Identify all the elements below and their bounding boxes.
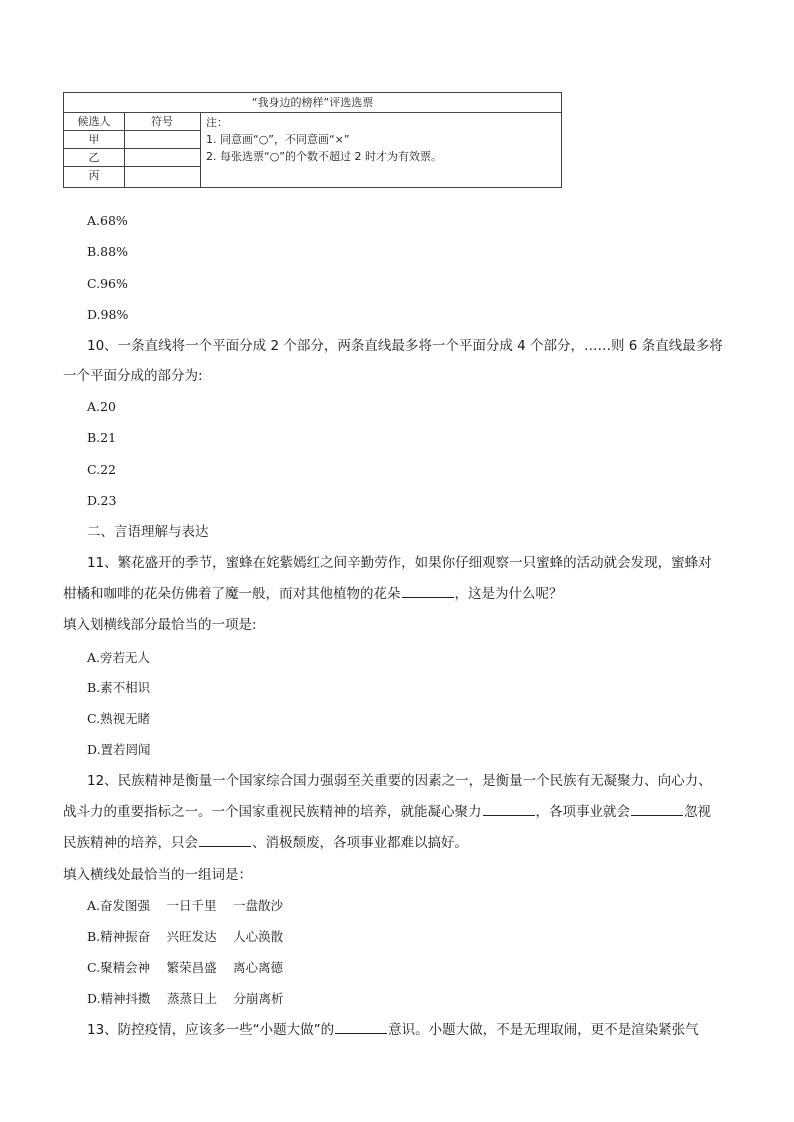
q13-stem-line1 bbox=[87, 1021, 699, 1039]
q12-text-a: 战斗力的重要指标之一。一个国家重视民族精神的培养，就能凝心聚力 bbox=[63, 804, 482, 820]
section-heading: 二、言语理解与表达 bbox=[87, 524, 209, 540]
q12-option-b: B.精神振奋 兴旺发达 人心涣散 bbox=[87, 929, 284, 944]
q10-option-c: C.22 bbox=[87, 462, 116, 477]
q10-option-b: B.21 bbox=[87, 430, 117, 445]
ballot-title: “我身边的榜样”评选选票 bbox=[64, 93, 561, 113]
q11-stem-line2 bbox=[63, 585, 563, 603]
symbol-cell bbox=[124, 149, 200, 167]
note-2: 2. 每张选票“○”的个数不超过 2 时才为有效票。 bbox=[206, 150, 442, 163]
q11-option-a: A.旁若无人 bbox=[87, 650, 151, 665]
q13-text-b: 意识。小题大做，不是无理取闹，更不是渲染紧张气 bbox=[388, 1022, 699, 1038]
symbol-cell bbox=[124, 167, 200, 187]
note-1: 1. 同意画“○”，不同意画“×” bbox=[206, 133, 350, 146]
symbol-column bbox=[124, 113, 201, 187]
q10-stem-line2: 一个平面分成的部分为: bbox=[63, 368, 203, 384]
ballot-table bbox=[63, 92, 562, 188]
q12-stem-line3 bbox=[63, 834, 468, 852]
q12-stem-line2 bbox=[63, 803, 711, 821]
q11-option-c: C.熟视无睹 bbox=[87, 711, 151, 726]
q11-option-d: D.置若罔闻 bbox=[87, 742, 151, 757]
q10-stem-line1: 10、一条直线将一个平面分成 2 个部分，两条直线最多将一个平面分成 4 个部分，……则 6 条直线最多将 bbox=[87, 338, 723, 354]
fill-blank bbox=[483, 803, 535, 816]
q11-option-b: B.素不相识 bbox=[87, 680, 151, 695]
candidate-cell: 乙 bbox=[64, 149, 124, 167]
candidate-header: 候选人 bbox=[64, 113, 124, 131]
q11-text-b: ，这是为什么呢？ bbox=[454, 586, 563, 602]
q12-option-c: C.聚精会神 繁荣昌盛 离心离德 bbox=[87, 960, 284, 975]
q11-text-a: 柑橘和咖啡的花朵仿佛着了魔一般，而对其他植物的花朵 bbox=[63, 586, 401, 602]
q9-option-b: B.88% bbox=[87, 244, 128, 259]
q9-option-a: A.68% bbox=[87, 213, 128, 228]
q9-option-d: D.98% bbox=[87, 307, 129, 322]
symbol-cell bbox=[124, 131, 200, 149]
q9-option-c: C.96% bbox=[87, 276, 128, 291]
q13-text-a: 13、防控疫情，应该多一些“小题大做”的 bbox=[87, 1022, 335, 1038]
symbol-header: 符号 bbox=[124, 113, 200, 131]
q12-text-b: ，各项事业就会 bbox=[535, 804, 630, 820]
q12-option-d: D.精神抖擞 蒸蒸日上 分崩离析 bbox=[87, 991, 284, 1006]
fill-blank bbox=[335, 1021, 387, 1034]
q12-text-e: 、消极颓废，各项事业都难以搞好。 bbox=[252, 835, 468, 851]
candidate-cell: 丙 bbox=[88, 169, 100, 182]
q11-prompt: 填入划横线部分最恰当的一项是: bbox=[63, 617, 257, 633]
note-label: 注： bbox=[206, 116, 228, 129]
q12-prompt: 填入横线处最恰当的一组词是： bbox=[63, 867, 252, 883]
q12-text-c: 忽视 bbox=[684, 804, 711, 820]
q12-text-d: 民族精神的培养，只会 bbox=[63, 835, 198, 851]
q10-option-d: D.23 bbox=[87, 493, 117, 508]
fill-blank bbox=[199, 834, 251, 847]
fill-blank bbox=[631, 803, 683, 816]
fill-blank bbox=[402, 585, 454, 598]
q12-stem-line1: 12、民族精神是衡量一个国家综合国力强弱至关重要的因素之一，是衡量一个民族有无凝聚力、向心力、 bbox=[87, 773, 712, 789]
q10-option-a: A.20 bbox=[87, 399, 116, 414]
candidate-cell: 甲 bbox=[64, 131, 124, 149]
ballot-body bbox=[64, 113, 561, 187]
q12-option-a: A.奋发图强 一日千里 一盘散沙 bbox=[87, 898, 283, 913]
q11-stem-line1: 11、繁花盛开的季节，蜜蜂在姹紫嫣红之间辛勤劳作，如果你仔细观察一只蜜蜂的活动就会发现，蜜蜂对 bbox=[87, 555, 712, 571]
ballot-notes bbox=[206, 114, 556, 165]
candidate-column bbox=[64, 113, 125, 187]
